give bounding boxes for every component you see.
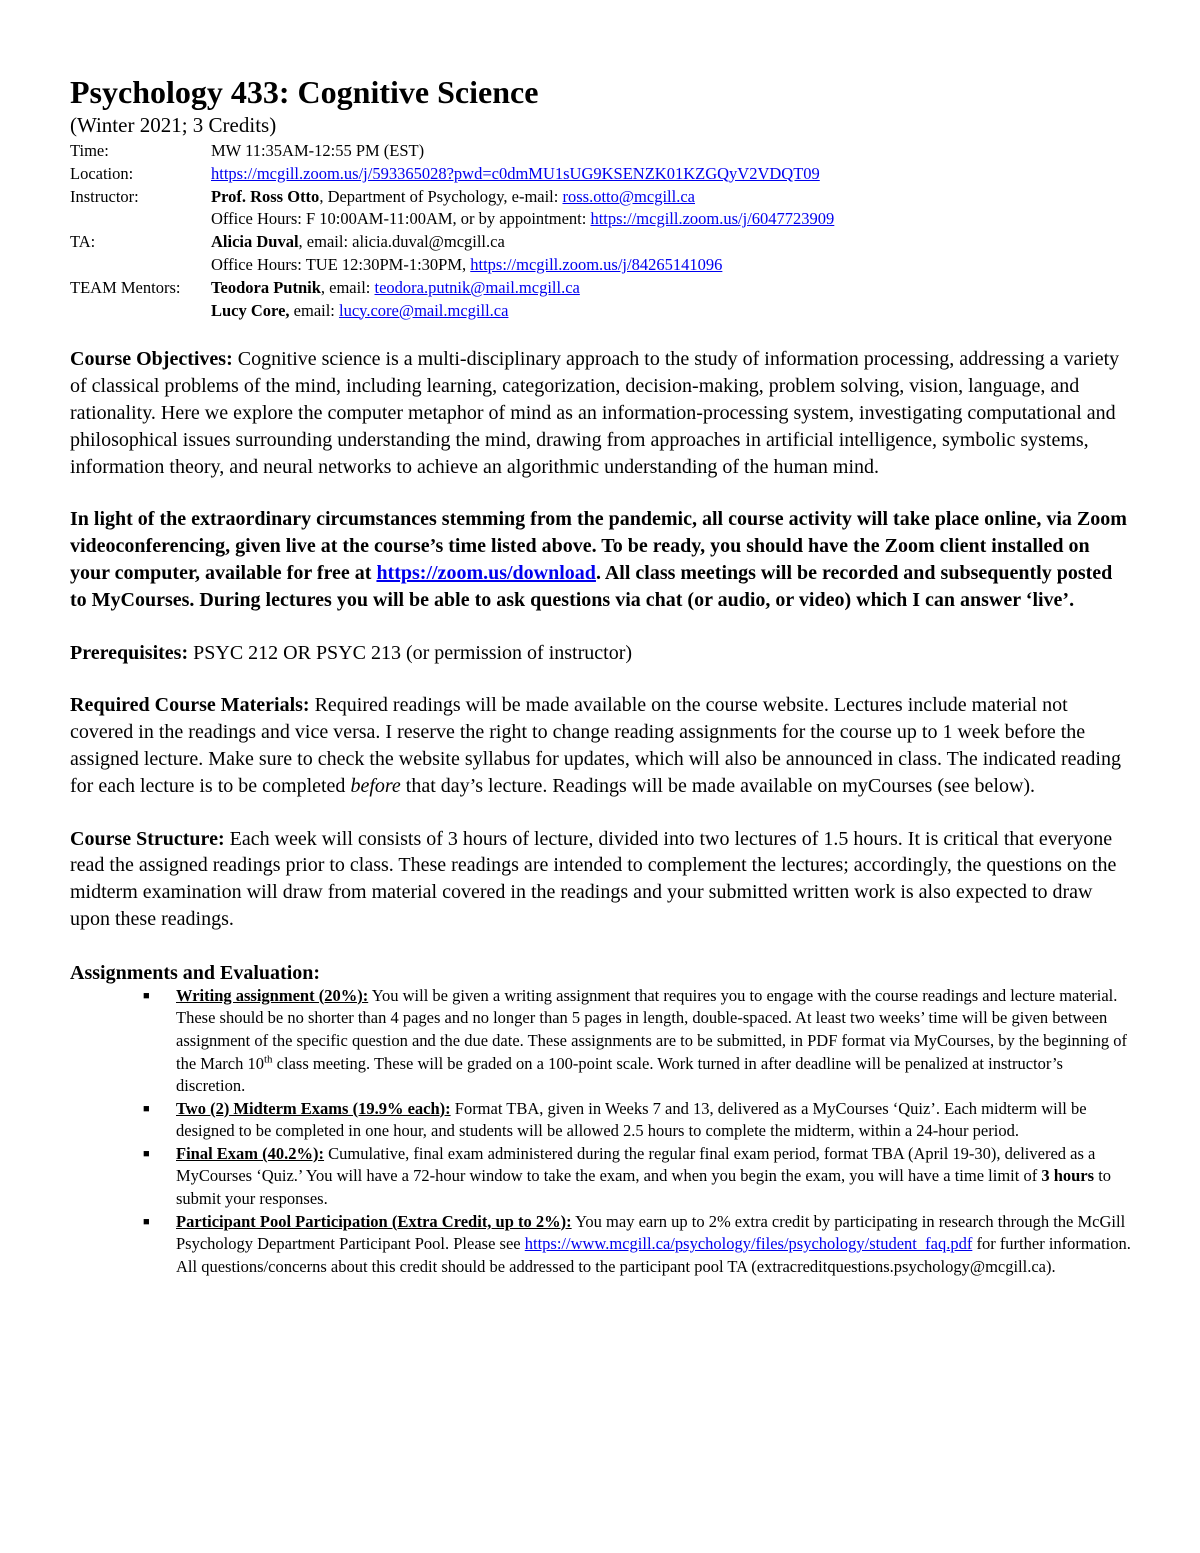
ta-office-row bbox=[70, 254, 1132, 277]
location-label: Location: bbox=[70, 163, 134, 183]
location-row bbox=[70, 163, 1132, 186]
mentors-label: TEAM Mentors: bbox=[70, 277, 181, 297]
writing-text-1: You will be given a writing assignment that requires you to engage with the course readings and lecture material. These should be no shorter than 4 pages and no longer than 5 pages in length, double-spaced. At least two weeks’ time will be given between assignment of the specific question and the due date. These assignments are to be submitted, in PDF format via MyCourses, by the beginning of the March 10 bbox=[176, 985, 1128, 1073]
bullet-icon: ■ bbox=[143, 989, 150, 1002]
ta-label: TA: bbox=[70, 232, 96, 252]
final-text-2: to submit your responses. bbox=[176, 1166, 1112, 1209]
bullet-icon: ■ bbox=[143, 1215, 150, 1228]
time-value: MW 11:35AM-12:55 PM (EST) bbox=[211, 141, 425, 160]
writing-sup: th bbox=[263, 1053, 273, 1065]
prerequisites-text: PSYC 212 OR PSYC 213 (or permission of instructor) bbox=[188, 641, 633, 664]
materials-paragraph bbox=[70, 692, 1132, 799]
pandemic-text-1: In light of the extraordinary circumstances stemming from the pandemic, all course activity will take place online, via Zoom videoconferencing, given live at the course’s time listed above. To be ready, you should have the Zoom client installed on your computer, available for free at bbox=[70, 508, 1127, 584]
materials-text-1: Required readings will be made available on the course website. Lectures include material not covered in the readings and vice versa. I reserve the right to change reading assignments for the course up to 1 week before the assigned lecture. Make sure to check the website syllabus for updates, which will also be announced in class. The indicated reading for each lecture is to be completed bbox=[70, 694, 1121, 797]
bullet-icon: ■ bbox=[143, 1102, 150, 1115]
mentor1-row bbox=[70, 277, 1132, 300]
final-text-1: Cumulative, final exam administered during the regular final exam period, format TBA (April 19-30), delivered as a MyCourses ‘Quiz.’ You will have a 72-hour window to take the exam, and when you begin the exam, you will have a time limit of bbox=[176, 1143, 1096, 1186]
structure-text: Each week will consists of 3 hours of lecture, divided into two lectures of 1.5 hours. It is critical that everyone read the assigned readings prior to class. These readings are intended to complement the lectures; accordingly, the questions on the midterm examination will draw from material covered in the readings and your submitted written work is also expected to draw upon these readings. bbox=[70, 827, 1117, 930]
time-row bbox=[70, 140, 1132, 163]
evaluation-heading: Assignments and Evaluation: bbox=[70, 961, 321, 984]
mentor1-text: , email: bbox=[320, 277, 375, 297]
instructor-row bbox=[70, 186, 1132, 209]
pool-text-2: for further information. All questions/concerns about this credit should be addressed to the participant pool TA (extracreditquestions.psychology@mcgill.ca). bbox=[176, 1234, 1131, 1276]
structure-heading: Course Structure: bbox=[70, 827, 225, 850]
instructor-text: , Department of Psychology, e-mail: bbox=[319, 186, 563, 206]
ta-office-link[interactable]: https://mcgill.zoom.us/j/84265141096 bbox=[470, 254, 723, 274]
mentor2-text: email: bbox=[289, 300, 340, 320]
page-subtitle: (Winter 2021; 3 Credits) bbox=[70, 113, 277, 137]
mentor2-name: Lucy Core, bbox=[211, 300, 290, 320]
midterms-title: Two (2) Midterm Exams (19.9% each): bbox=[176, 1098, 451, 1118]
materials-heading: Required Course Materials: bbox=[70, 694, 310, 717]
pool-title: Participant Pool Participation (Extra Credit, up to 2%): bbox=[176, 1211, 572, 1231]
ta-row bbox=[70, 231, 1132, 254]
materials-italic: before bbox=[350, 774, 401, 797]
instructor-label: Instructor: bbox=[70, 186, 139, 206]
pool-text-1: You may earn up to 2% extra credit by participating in research through the McGill Psychology Department Participant Pool. Please see bbox=[176, 1211, 1126, 1254]
zoom-download-link[interactable]: https://zoom.us/download bbox=[376, 561, 596, 584]
ta-office-text: Office Hours: TUE 12:30PM-1:30PM, bbox=[211, 254, 471, 274]
evaluation-list bbox=[70, 985, 1132, 1279]
ta-text: , email: alicia.duval@mcgill.ca bbox=[298, 232, 505, 252]
objectives-paragraph bbox=[70, 346, 1132, 480]
prerequisites-paragraph bbox=[70, 640, 1132, 667]
objectives-heading: Course Objectives: bbox=[70, 348, 233, 371]
writing-text-2: class meeting. These will be graded on a 100-point scale. Work turned in after deadline will be penalized at instructor’s discretion. bbox=[176, 1053, 1063, 1096]
final-title: Final Exam (40.2%): bbox=[176, 1143, 325, 1163]
instructor-office-link[interactable]: https://mcgill.zoom.us/j/6047723909 bbox=[590, 209, 835, 229]
midterms-text: Format TBA, given in Weeks 7 and 13, delivered as a MyCourses ‘Quiz’. Each midterm will be designed to be completed in one hour, and students will be allowed 2.5 hours to complete the midterm, within a 24-hour period. bbox=[176, 1098, 1087, 1141]
pandemic-text-2: . All class meetings will be recorded and subsequently posted to MyCourses. During lectures you will be able to ask questions via chat (or audio, or video) which I can answer ‘live’. bbox=[70, 561, 1113, 611]
syllabus-page bbox=[70, 72, 1132, 1278]
mentor1-name: Teodora Putnik bbox=[211, 277, 321, 297]
list-item-final bbox=[143, 1143, 1132, 1211]
structure-paragraph bbox=[70, 826, 1132, 933]
list-item-midterms bbox=[143, 1098, 1132, 1143]
pandemic-paragraph bbox=[70, 506, 1132, 613]
mentor2-email-link[interactable]: lucy.core@mail.mcgill.ca bbox=[339, 300, 509, 320]
list-item-writing bbox=[143, 985, 1132, 1098]
mentor1-email-link[interactable]: teodora.putnik@mail.mcgill.ca bbox=[374, 277, 580, 297]
objectives-text: Cognitive science is a multi-disciplinary approach to the study of information processing, addressing a variety of classical problems of the mind, including learning, categorization, decision-making, problem solving, vision, language, and rationality. Here we explore the computer metaphor of mind as an information-processing system, investigating computational and philosophical issues surrounding understanding the mind, drawing from approaches in artificial intelligence, symbolic systems, information theory, and neural networks to achieve an algorithmic understanding of the human mind. bbox=[70, 348, 1120, 478]
page-title: Psychology 433: Cognitive Science bbox=[70, 74, 539, 110]
instructor-name: Prof. Ross Otto bbox=[211, 186, 320, 206]
location-link[interactable]: https://mcgill.zoom.us/j/593365028?pwd=c0dmMU1sUG9KSENZK01KZGQyV2VDQT09 bbox=[211, 163, 820, 183]
time-label: Time: bbox=[70, 141, 109, 160]
materials-text-2: that day’s lecture. Readings will be made available on myCourses (see below). bbox=[400, 774, 1036, 797]
instructor-email-link[interactable]: ross.otto@mcgill.ca bbox=[562, 186, 695, 206]
mentor2-row bbox=[70, 300, 1132, 323]
writing-title: Writing assignment (20%): bbox=[176, 985, 369, 1005]
bullet-icon: ■ bbox=[143, 1147, 150, 1160]
course-info bbox=[70, 140, 1132, 322]
instructor-office-row bbox=[70, 208, 1132, 231]
faq-link[interactable]: https://www.mcgill.ca/psychology/files/psychology/student_faq.pdf bbox=[524, 1234, 973, 1254]
instructor-office-text: Office Hours: F 10:00AM-11:00AM, or by appointment: bbox=[211, 209, 591, 229]
ta-name: Alicia Duval bbox=[211, 232, 299, 252]
prerequisites-heading: Prerequisites: bbox=[70, 641, 189, 664]
final-bold: 3 hours bbox=[1041, 1166, 1095, 1186]
list-item-participant-pool bbox=[143, 1211, 1132, 1279]
